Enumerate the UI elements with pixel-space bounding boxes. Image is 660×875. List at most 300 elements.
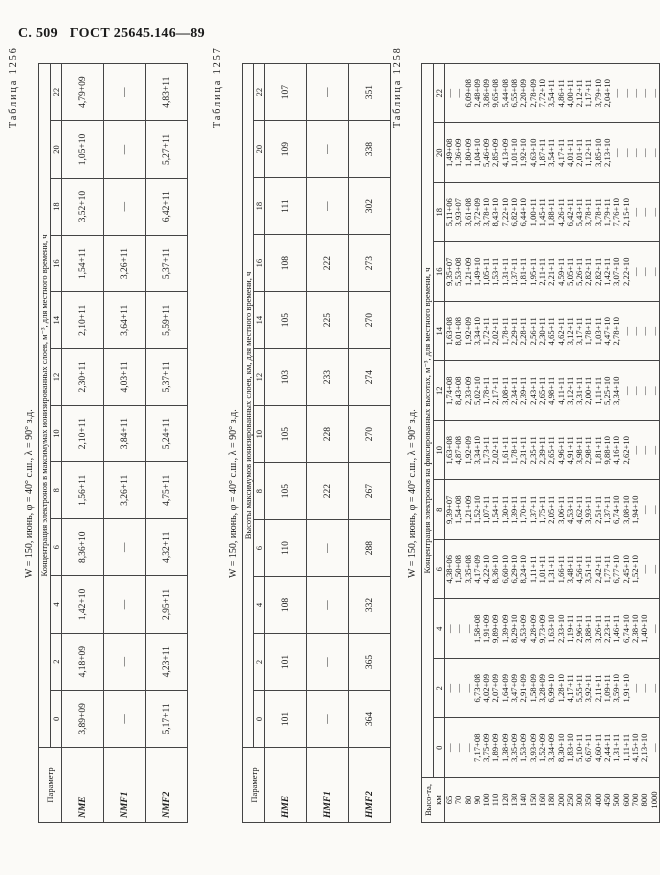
value-cell: 2,30+11 [536, 317, 547, 346]
value-cell: 1,30+11 [499, 495, 510, 524]
value-cell: 1,00+11 [527, 198, 538, 227]
value-cell: 1,66+11 [555, 555, 566, 584]
value-cell: 2,10+11 [62, 292, 104, 349]
value-cell: 1,53+11 [490, 257, 501, 286]
value-cell: 4,11+11 [555, 376, 566, 405]
value-cell: 3,35+08 [462, 555, 473, 584]
value-cell: 2,82+11 [583, 257, 594, 286]
value-cell: 1,75+11 [536, 495, 547, 524]
value-cell: — [648, 743, 659, 753]
value-cell: 1,17+11 [583, 79, 594, 108]
value-cell: — [462, 743, 473, 753]
table-1258-data-row [445, 64, 660, 823]
value-cell: — [620, 386, 631, 396]
height-value: 1000 [648, 791, 659, 809]
height-value: 140 [518, 793, 529, 807]
value-cell: 3,89+09 [62, 690, 104, 747]
value-cell: 1,61+11 [499, 436, 510, 465]
value-cell: 1,87+11 [536, 138, 547, 167]
value-column [445, 659, 660, 719]
value-cell: 3,54+11 [546, 79, 557, 108]
value-cell: 4,17+11 [564, 674, 575, 703]
value-cell: 2,33+10 [555, 614, 566, 643]
value-cell: 5,37+11 [146, 235, 188, 292]
table-1258 [421, 63, 660, 823]
value-cell: 7,17+08 [471, 733, 482, 762]
value-cell: 2,07+09 [490, 674, 501, 703]
value-cell: 4,62+11 [555, 317, 566, 346]
value-cell: 6,55+08 [509, 79, 520, 108]
hour-header: 22 [51, 64, 62, 121]
value-cell: — [639, 148, 650, 158]
value-cell: 1,21+09 [462, 257, 473, 286]
value-cell: 2,02+11 [490, 436, 501, 465]
table-1258-number: Таблица 1258 [392, 46, 403, 128]
value-cell: 4,63+10 [527, 138, 538, 167]
value-cell: 2,33+09 [462, 376, 473, 405]
table-1256 [38, 63, 188, 823]
value-cell: 1,45+11 [536, 198, 547, 227]
hour-header: 18 [254, 178, 265, 235]
value-cell: 2,98+11 [583, 436, 594, 465]
value-cell: — [104, 64, 146, 121]
value-cell: 2,23+11 [602, 614, 613, 643]
height-value: 600 [620, 793, 631, 807]
hour-header: 2 [51, 633, 62, 690]
value-cell: 1,92+10 [518, 138, 529, 167]
value-cell: 4,18+09 [62, 633, 104, 690]
table-row [307, 64, 349, 823]
value-cell: — [629, 267, 640, 277]
height-value: 65 [444, 795, 454, 805]
value-cell: — [104, 633, 146, 690]
value-cell: 6,42+11 [146, 178, 188, 235]
value-cell: 1,40+10 [639, 614, 650, 643]
hour-header: 18 [51, 178, 62, 235]
hour-header: 12 [51, 349, 62, 406]
value-cell: 8,29+10 [509, 614, 520, 643]
value-cell: 4,75+11 [146, 462, 188, 519]
value-cell: 1,31+11 [546, 555, 557, 584]
value-cell: 2,11+11 [592, 674, 603, 703]
value-cell: — [462, 683, 473, 693]
value-cell: 3,86+09 [481, 79, 492, 108]
value-cell: 4,02+09 [481, 674, 492, 703]
value-cell: — [104, 519, 146, 576]
table-row [146, 64, 188, 823]
value-column [445, 64, 660, 124]
value-cell: 101 [265, 691, 307, 748]
value-cell: 3,26+11 [592, 614, 603, 643]
hour-header: 10 [254, 406, 265, 463]
hour-header: 20 [51, 121, 62, 178]
value-cell: — [444, 88, 454, 98]
value-cell: 2,51+11 [592, 495, 603, 524]
value-cell: 1,04+10 [471, 138, 482, 167]
value-cell: — [639, 564, 650, 574]
value-cell: 5,24+11 [146, 405, 188, 462]
value-cell: 5,55+11 [574, 674, 585, 703]
value-cell: 2,45+10 [620, 555, 631, 584]
value-cell: 2,10+11 [62, 405, 104, 462]
value-cell: 6,44+10 [518, 198, 529, 227]
value-cell: 1,92+09 [462, 317, 473, 346]
value-cell: 7,22+10 [499, 198, 510, 227]
value-cell: 5,27+11 [146, 121, 188, 178]
table-1257 [242, 63, 391, 823]
value-cell: 3,47+09 [509, 674, 520, 703]
value-cell: 228 [307, 406, 349, 463]
value-cell: 4,91+11 [564, 436, 575, 465]
value-cell: 2,02+11 [490, 317, 501, 346]
height-value: 110 [490, 793, 501, 807]
height-value: 100 [481, 793, 492, 807]
value-cell: 1,81+11 [518, 257, 529, 286]
hour-header: 16 [254, 235, 265, 292]
height-value: 500 [611, 793, 622, 807]
value-cell: 108 [265, 577, 307, 634]
table-row [265, 64, 307, 823]
value-cell: 4,17+11 [555, 138, 566, 167]
value-cell: 9,39+07 [444, 495, 454, 524]
value-cell: 5,02+10 [471, 376, 482, 405]
hour-header: 14 [434, 302, 445, 362]
value-cell: 3,12+11 [564, 376, 575, 405]
value-cell: — [453, 683, 464, 693]
value-cell: — [307, 64, 349, 121]
hour-header: 18 [434, 183, 445, 243]
value-cell: — [104, 576, 146, 633]
value-cell: 4,13+09 [499, 138, 510, 167]
value-cell: 3,52+10 [62, 178, 104, 235]
value-cell: 1,39+09 [499, 614, 510, 643]
value-cell: 9,73+09 [536, 614, 547, 643]
value-cell: — [648, 148, 659, 158]
value-cell: 2,13+10 [602, 138, 613, 167]
value-cell: 1,77+11 [602, 555, 613, 584]
value-cell: 1,73+11 [481, 436, 492, 465]
hour-header: 4 [254, 577, 265, 634]
value-cell: 6,42+11 [564, 198, 575, 227]
value-cell: 1,01+11 [536, 555, 547, 584]
value-cell: 8,36+10 [490, 555, 501, 584]
table-1257-title: W = 150, июнь, φ = 40° с.ш., λ = 90° з.д. [228, 409, 239, 578]
value-cell: 3,34+10 [611, 376, 622, 405]
value-cell: 365 [349, 634, 391, 691]
value-cell: 5,25+10 [602, 376, 613, 405]
value-cell: 4,62+11 [574, 495, 585, 524]
value-cell: 5,11+06 [444, 198, 454, 227]
value-cell: — [307, 520, 349, 577]
heights-column [445, 778, 660, 823]
height-value: 700 [629, 793, 640, 807]
value-cell: 2,38+10 [629, 614, 640, 643]
value-cell: 338 [349, 121, 391, 178]
value-cell: 1,58+08 [471, 614, 482, 643]
value-cell: 1,11+11 [527, 555, 538, 584]
value-cell: 111 [265, 178, 307, 235]
table-1256-number: Таблица 1256 [8, 46, 19, 128]
value-cell: — [104, 121, 146, 178]
value-cell: 8,01+08 [453, 317, 464, 346]
value-cell: 1,78+11 [499, 317, 510, 346]
table-row [62, 64, 104, 823]
value-cell: 1,72+11 [481, 317, 492, 346]
value-column [445, 123, 660, 183]
value-cell: 1,46+11 [611, 614, 622, 643]
value-cell: 2,01+11 [574, 138, 585, 167]
value-cell: — [307, 634, 349, 691]
value-cell: — [639, 267, 650, 277]
value-cell: 1,63+10 [546, 614, 557, 643]
height-value: 150 [527, 793, 538, 807]
value-cell: 4,96+11 [555, 436, 566, 465]
value-cell: — [104, 690, 146, 747]
table-1257-caption: Высоты максимумов ионизированных слоев, км, для местного времени, ч [243, 64, 254, 748]
value-cell: 3,93+09 [527, 733, 538, 762]
value-cell: — [629, 148, 640, 158]
value-cell: 3,72+09 [471, 198, 482, 227]
value-cell: 1,78+11 [481, 376, 492, 405]
value-cell: 1,52+10 [471, 495, 482, 524]
value-cell: 1,49+08 [444, 138, 454, 167]
height-value: 200 [555, 793, 566, 807]
hour-header: 22 [254, 64, 265, 121]
value-cell: 1,49+10 [471, 257, 482, 286]
value-cell: 2,00+11 [583, 376, 594, 405]
value-cell: 270 [349, 406, 391, 463]
height-value: 120 [499, 793, 510, 807]
value-cell: 2,05+11 [546, 495, 557, 524]
value-cell: 302 [349, 178, 391, 235]
value-cell: — [611, 88, 622, 98]
value-cell: 6,74+10 [611, 495, 622, 524]
value-cell: 2,96+11 [574, 614, 585, 643]
value-cell: 1,42+10 [62, 576, 104, 633]
value-cell: 2,35+11 [527, 436, 538, 465]
value-cell: — [307, 121, 349, 178]
value-cell: — [648, 683, 659, 693]
table-1256-caption: Концентрация электронов в максимумах ионизированных слоев, м⁻³, для местного времени, ч [39, 64, 51, 748]
page-number: С. 509 [18, 26, 58, 41]
value-cell: 3,88+11 [583, 614, 594, 643]
value-column [445, 718, 660, 778]
value-cell: 1,58+09 [527, 674, 538, 703]
value-cell: — [648, 445, 659, 455]
value-cell: 2,20+09 [518, 79, 529, 108]
value-cell: 8,43+10 [490, 198, 501, 227]
value-cell: 3,17+11 [574, 317, 585, 346]
hour-header: 8 [51, 462, 62, 519]
param-header: Параметр [243, 748, 265, 823]
value-cell: 5,05+11 [564, 257, 575, 286]
value-cell: 105 [265, 406, 307, 463]
hours-row [254, 64, 265, 823]
value-cell: 4,15+10 [629, 733, 640, 762]
value-cell: 1,64+09 [499, 674, 510, 703]
value-cell: 2,29+11 [509, 317, 520, 346]
hour-header: 20 [254, 121, 265, 178]
value-cell: 3,54+11 [546, 138, 557, 167]
value-cell: 2,11+11 [536, 257, 547, 286]
value-cell: 4,83+11 [146, 64, 188, 121]
value-cell: 2,48+09 [471, 79, 482, 108]
value-cell: — [648, 88, 659, 98]
value-cell: 1,11+11 [592, 376, 603, 405]
height-value: 130 [509, 793, 520, 807]
hours-row [51, 64, 62, 823]
value-cell: 4,47+10 [602, 317, 613, 346]
value-cell: — [453, 743, 464, 753]
height-value: 80 [462, 795, 473, 805]
value-cell: 1,56+11 [62, 462, 104, 519]
value-cell: 2,44+11 [602, 733, 613, 762]
value-cell: 1,28+10 [555, 674, 566, 703]
value-cell: 6,74+10 [620, 614, 631, 643]
value-cell: 3,85+10 [592, 138, 603, 167]
value-cell: 5,10+11 [574, 733, 585, 762]
value-cell: 1,94+10 [629, 495, 640, 524]
value-cell: 2,56+11 [527, 317, 538, 346]
value-column [445, 540, 660, 600]
value-cell: 5,17+11 [146, 690, 188, 747]
value-cell: 4,87+08 [453, 436, 464, 465]
value-cell: 110 [265, 520, 307, 577]
height-value: 350 [583, 793, 594, 807]
value-cell: 1,91+10 [620, 674, 631, 703]
value-cell: 8,24+10 [518, 555, 529, 584]
value-cell: 4,59+11 [555, 257, 566, 286]
value-cell: 5,46+09 [481, 138, 492, 167]
value-cell: 1,70+11 [518, 495, 529, 524]
value-cell: 1,52+10 [629, 555, 640, 584]
height-value: 400 [592, 793, 603, 807]
height-value: 70 [453, 795, 464, 805]
value-cell: 288 [349, 520, 391, 577]
value-cell: 1,81+11 [592, 436, 603, 465]
value-cell: 109 [265, 121, 307, 178]
value-cell: — [104, 178, 146, 235]
hour-header: 2 [254, 634, 265, 691]
value-cell: 5,53+08 [453, 257, 464, 286]
value-cell: — [620, 326, 631, 336]
value-cell: 6,73+08 [471, 674, 482, 703]
value-cell: 1,52+09 [536, 733, 547, 762]
table-1256-title: W = 150, июнь, φ = 40° с.ш., λ = 90° з.д. [24, 409, 35, 578]
value-cell: 4,01+11 [564, 138, 575, 167]
value-cell: 1,03+11 [592, 317, 603, 346]
value-cell: 1,50+08 [453, 555, 464, 584]
hour-header: 10 [51, 405, 62, 462]
value-cell: — [648, 326, 659, 336]
value-cell: 1,05+11 [481, 257, 492, 286]
value-cell: 103 [265, 349, 307, 406]
table-row [349, 64, 391, 823]
table-1258-caption: Концентрация электронов на фиксированных высотах, м⁻³, для местного времени, ч [422, 64, 434, 778]
value-cell: 3,92+11 [583, 674, 594, 703]
value-cell: — [453, 624, 464, 634]
value-cell: — [648, 267, 659, 277]
value-cell: 6,82+10 [509, 198, 520, 227]
height-value: 450 [602, 793, 613, 807]
rotated-page-content [0, 13, 659, 868]
value-cell: 1,37+11 [602, 495, 613, 524]
value-cell: — [620, 88, 631, 98]
value-cell: 6,67+11 [583, 733, 594, 762]
value-cell: 4,23+11 [146, 633, 188, 690]
value-cell: 2,65+11 [536, 376, 547, 405]
value-cell: 3,64+11 [104, 292, 146, 349]
value-cell: 1,31+11 [499, 257, 510, 286]
hour-header: 4 [434, 599, 445, 659]
value-cell: 3,28+09 [536, 674, 547, 703]
value-cell: 2,78+09 [527, 79, 538, 108]
hour-header: 20 [434, 123, 445, 183]
value-column [445, 302, 660, 362]
value-cell: — [648, 386, 659, 396]
hour-header: 14 [51, 292, 62, 349]
hour-header: 0 [254, 691, 265, 748]
param-name: HMF1 [307, 748, 349, 823]
value-cell: 1,42+11 [602, 257, 613, 286]
value-cell: — [639, 505, 650, 515]
value-cell: 3,78+11 [583, 198, 594, 227]
hour-header: 16 [434, 242, 445, 302]
value-column [445, 480, 660, 540]
value-cell: 4,16+10 [611, 436, 622, 465]
value-cell: 107 [265, 64, 307, 121]
hour-header: 0 [51, 690, 62, 747]
value-cell: 3,78+11 [592, 198, 603, 227]
value-cell: 1,63+08 [444, 317, 454, 346]
value-cell: 4,60+11 [592, 733, 603, 762]
value-cell: 1,74+08 [444, 376, 454, 405]
value-cell: 1,01+10 [509, 138, 520, 167]
value-cell: 3,08+10 [620, 495, 631, 524]
value-cell: — [629, 207, 640, 217]
value-cell: 4,26+11 [555, 198, 566, 227]
value-cell: 6,77+10 [611, 555, 622, 584]
value-cell: — [648, 505, 659, 515]
value-cell: 351 [349, 64, 391, 121]
value-cell: 6,29+10 [509, 555, 520, 584]
value-column [445, 242, 660, 302]
value-cell: 1,21+09 [462, 495, 473, 524]
value-cell: 3,35+09 [509, 733, 520, 762]
value-cell: 3,12+11 [564, 317, 575, 346]
value-cell: 3,06+11 [555, 495, 566, 524]
value-column [445, 599, 660, 659]
value-cell: 4,03+11 [104, 349, 146, 406]
height-value: 180 [546, 793, 557, 807]
value-cell: 5,43+11 [574, 198, 585, 227]
value-cell: 4,28+09 [527, 614, 538, 643]
value-cell: 1,54+08 [453, 495, 464, 524]
value-cell: 2,65+11 [546, 436, 557, 465]
height-header: Высо-та, км [422, 778, 445, 823]
value-cell: 1,31+11 [611, 733, 622, 762]
value-cell: 6,60+10 [499, 555, 510, 584]
value-cell: 3,26+11 [104, 462, 146, 519]
value-cell: 1,89+09 [490, 733, 501, 762]
value-cell: — [639, 386, 650, 396]
value-cell: 1,92+09 [462, 436, 473, 465]
value-cell: 2,39+11 [536, 436, 547, 465]
value-cell: 3,07+10 [611, 257, 622, 286]
hour-header: 0 [434, 718, 445, 778]
value-cell: 1,78+11 [583, 317, 594, 346]
value-cell: 233 [307, 349, 349, 406]
